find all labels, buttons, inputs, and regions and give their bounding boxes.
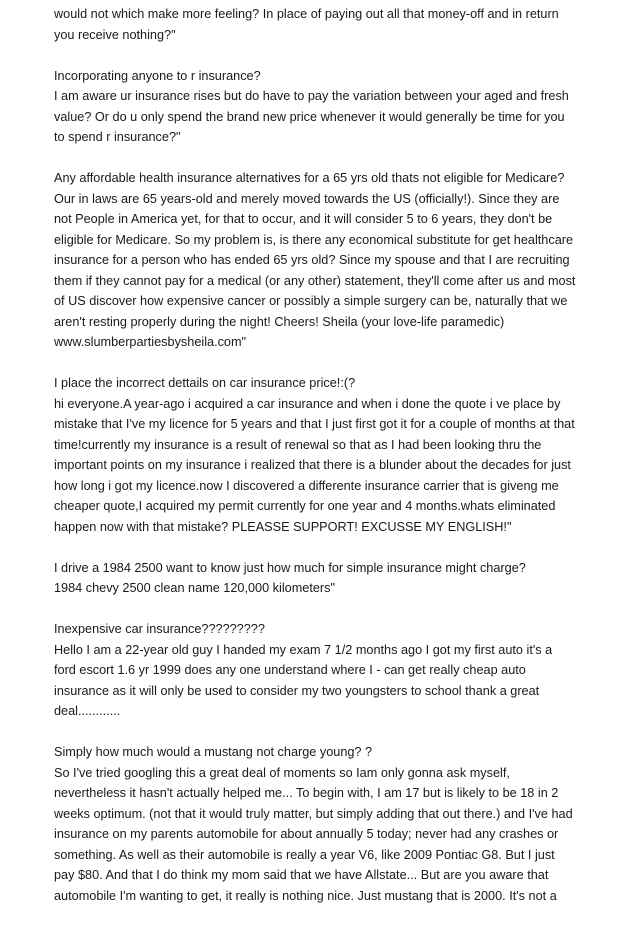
text-line: how long i got my licence.now I discovered a differente insurance carrier that is giveng me <box>54 478 559 493</box>
document-page <box>54 4 594 927</box>
text-line: 1984 chevy 2500 clean name 120,000 kilometers" <box>54 581 335 595</box>
text-line: Hello I am a 22-year old guy I handed my exam 7 1/2 months ago I got my first auto it's a <box>54 642 553 657</box>
question-heading: Inexpensive car insurance????????? <box>54 622 265 636</box>
text-line: nevertheless it hasn't actually helped me... To begin with, I am 17 but is likely to be 18 in 2 <box>54 786 559 800</box>
text-line: insurance on my parents automobile for about annually 5 today; never had any crashes or <box>54 827 559 841</box>
paragraph-4 <box>54 373 594 537</box>
text-line: important points on my insurance i realized that there is a blunder about the decades for just <box>54 458 571 472</box>
question-heading: Simply how much would a mustang not charge young? ? <box>54 745 373 759</box>
text-line: to spend r insurance?" <box>54 130 181 144</box>
text-line: them if they cannot pay for a medical (or any other) statement, they'll come after us and most <box>54 273 576 288</box>
question-heading: I drive a 1984 2500 want to know just how much for simple insurance might charge? <box>54 560 526 575</box>
text-line: hi everyone.A year-ago i acquired a car insurance and when i done the quote i ve place by <box>54 396 561 411</box>
paragraph-5 <box>54 558 594 599</box>
text-line: cheaper quote,I acquired my permit currently for one year and 4 months.whats eliminated <box>54 499 556 513</box>
question-heading: Incorporating anyone to r insurance? <box>54 68 261 83</box>
paragraph-2 <box>54 66 594 148</box>
text-line: weeks optimum. (not that it would truly matter, but simply adding that out there.) and I've had <box>54 806 573 821</box>
text-line: www.slumberpartiesbysheila.com" <box>54 335 247 349</box>
text-line: mistake that I've my licence for 5 years and that I just first got it for a couple of months at that <box>54 417 575 431</box>
paragraph-3 <box>54 168 594 353</box>
text-line: of US discover how expensive cancer or possibly a simple surgery can be, naturally that we <box>54 294 568 308</box>
text-line: value? Or do u only spend the brand new price whenever it would generally be time for you <box>54 109 565 124</box>
text-line: insurance for a person who has ended 65 yrs old? Since my spouse and that I are recruiting <box>54 253 570 267</box>
text-line: aren't resting properly during the night! Cheers! Sheila (your love-life paramedic) <box>54 314 505 329</box>
text-line: I am aware ur insurance rises but do have to pay the variation between your aged and fresh <box>54 89 569 103</box>
text-line: something. As well as their automobile is really a year V6, like 2009 Pontiac G8. But I just <box>54 847 555 862</box>
text-line: automobile I'm wanting to get, it really is nothing nice. Just mustang that is 2000. It's not a <box>54 888 557 903</box>
text-line: So I've tried googling this a great deal of moments so Iam only gonna ask myself, <box>54 765 510 780</box>
text-line: ford escort 1.6 yr 1999 does any one understand where I - can get really cheap auto <box>54 663 526 677</box>
text-line: time!currently my insurance is a result of renewal so that as I had been looking thru the <box>54 437 542 452</box>
question-heading: Any affordable health insurance alternatives for a 65 yrs old thats not eligible for Medicare? <box>54 171 565 185</box>
question-heading: I place the incorrect dettails on car insurance price!:(? <box>54 376 356 390</box>
text-line: deal............ <box>54 704 121 718</box>
text-line: not People in America yet, for that to occur, and it will consider 5 to 6 years, they don't be <box>54 212 553 226</box>
text-line: happen now with that mistake? PLEASSE SUPPORT! EXCUSSE MY ENGLISH!" <box>54 519 512 534</box>
text-line: would not which make more feeling? In place of paying out all that money-off and in return <box>54 7 559 21</box>
text-line: eligible for Medicare. So my problem is, is there any economical substitute for get healthcare <box>54 232 574 247</box>
text-line: pay $80. And that I do think my mom said that we have Allstate... But are you aware that <box>54 868 549 882</box>
text-line: you receive nothing?" <box>54 27 176 42</box>
paragraph-6 <box>54 619 594 722</box>
paragraph-7 <box>54 742 594 906</box>
text-line: Our in laws are 65 years-old and merely moved towards the US (officially!). Since they are <box>54 191 560 206</box>
text-line: insurance as it will only be used to consider my two youngsters to school thank a great <box>54 683 540 698</box>
paragraph-1 <box>54 4 594 45</box>
